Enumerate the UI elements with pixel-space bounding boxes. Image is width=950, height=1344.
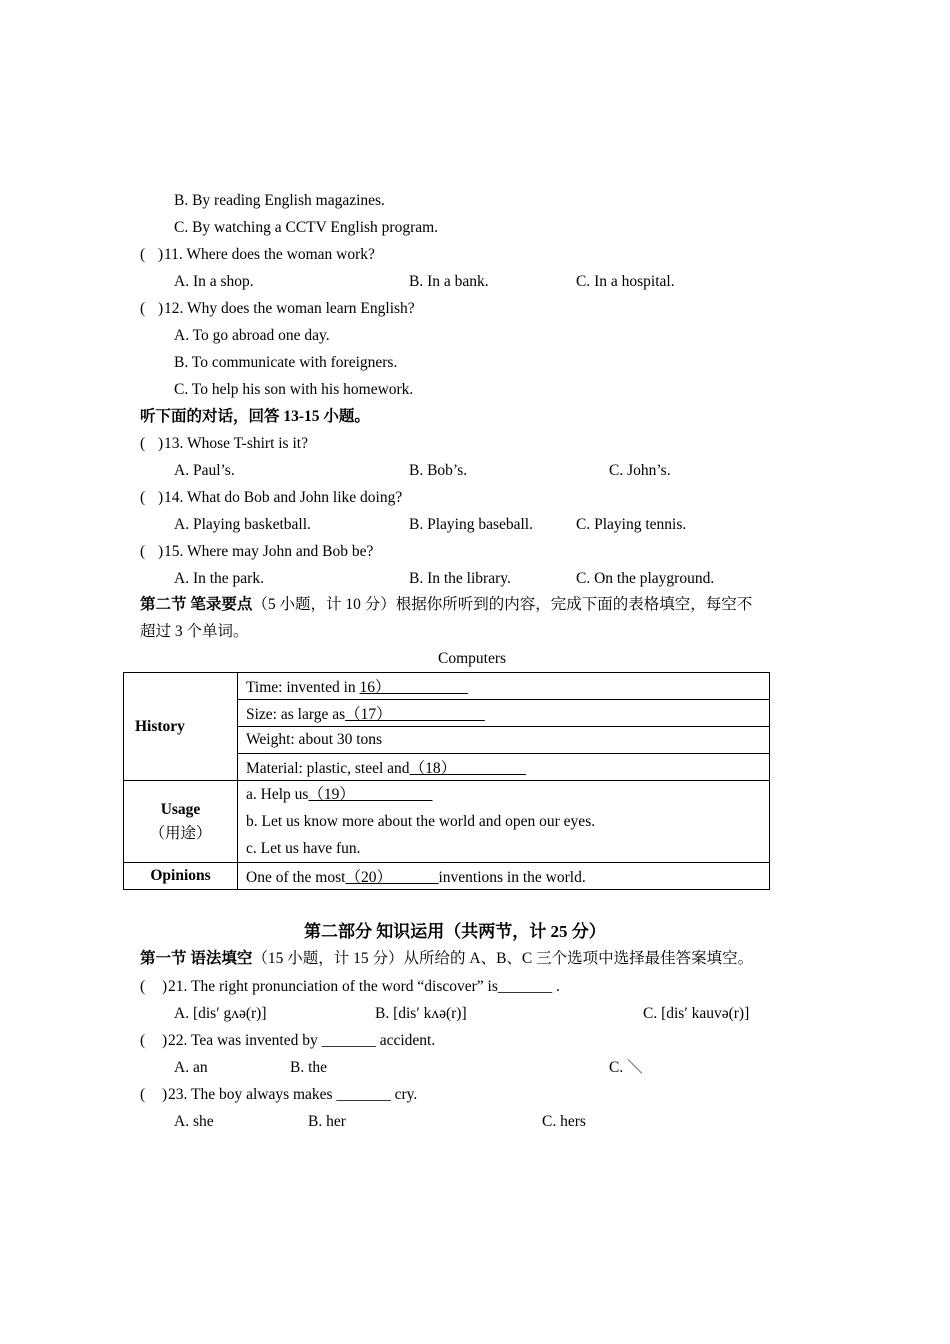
- blank-17[interactable]: （17）____________: [345, 706, 485, 723]
- q15-stem: 15. Where may John and Bob be?: [164, 543, 374, 560]
- opinions-label: Opinions: [124, 863, 238, 890]
- q13-paren-close: ): [158, 435, 164, 452]
- part2-sec1-desc: （15 小题，计 15 分）从所给的 A、B、C 三个选项中选择最佳答案填空。: [252, 950, 754, 967]
- q21-paren-open: (: [140, 978, 146, 995]
- q11-option-c: C. In a hospital.: [576, 273, 675, 290]
- section2-desc: （5 小题，计 10 分）根据你所听到的内容，完成下面的表格填空，每空不: [252, 596, 753, 613]
- q21-paren-close: ): [162, 978, 168, 995]
- usage-row-b: [246, 808, 761, 835]
- usage-row-text: b. Let us know more about the world and open our eyes.: [246, 813, 596, 830]
- history-row-text: Size: as large as: [246, 706, 346, 723]
- q23-option-b: B. her: [308, 1113, 346, 1130]
- q13-option-a: A. Paul’s.: [174, 462, 235, 479]
- history-row-text: Weight: about 30 tons: [246, 731, 383, 748]
- q14-stem: 14. What do Bob and John like doing?: [164, 489, 403, 506]
- blank-19[interactable]: （19）__________: [308, 786, 433, 803]
- usage-label: Usage: [160, 800, 201, 818]
- usage-rows: [238, 781, 770, 863]
- q15-option-b: B. In the library.: [409, 570, 511, 587]
- q23-paren-open: (: [140, 1086, 146, 1103]
- q14-option-a: A. Playing basketball.: [174, 516, 311, 533]
- q13-option-c: C. John’s.: [609, 462, 671, 479]
- history-row-text: Time: invented in: [246, 679, 360, 696]
- blank-20[interactable]: （20）______: [345, 869, 439, 886]
- usage-row-c: [246, 835, 761, 862]
- q12-stem: 12. Why does the woman learn English?: [164, 300, 415, 317]
- opinions-text-before: One of the most: [246, 869, 346, 886]
- q22-option-c: C. ＼: [609, 1059, 643, 1076]
- q10-option-c: C. By watching a CCTV English program.: [174, 219, 439, 236]
- usage-row-a: [246, 781, 761, 808]
- q22-option-b: B. the: [290, 1059, 328, 1076]
- q13-paren-open: (: [140, 435, 146, 452]
- part2-section1-heading: [140, 949, 753, 969]
- q14-paren-close: ): [158, 489, 164, 506]
- q22-stem: 22. Tea was invented by _______ accident.: [168, 1032, 436, 1049]
- q14-option-c: C. Playing tennis.: [576, 516, 687, 533]
- q12-paren-open: (: [140, 300, 146, 317]
- q15-paren-open: (: [140, 543, 146, 560]
- section2-desc-line2: 超过 3 个单词。: [140, 623, 249, 640]
- q22-paren-open: (: [140, 1032, 146, 1049]
- q12-option-b: B. To communicate with foreigners.: [174, 354, 398, 371]
- part2-title: 第二部分 知识运用（共两节，计 25 分）: [304, 922, 606, 941]
- q21-option-b: B. [dis′ kʌə(r)]: [375, 1005, 467, 1022]
- q15-option-a: A. In the park.: [174, 570, 264, 587]
- q13-option-b: B. Bob’s.: [409, 462, 468, 479]
- section2-heading: [140, 595, 752, 615]
- usage-label-cn: （用途）: [149, 824, 212, 842]
- q11-option-a: A. In a shop.: [174, 273, 254, 290]
- q11-stem: 11. Where does the woman work?: [164, 246, 375, 263]
- history-label: History: [124, 673, 238, 781]
- usage-row-text: a. Help us: [246, 786, 309, 803]
- q12-option-a: A. To go abroad one day.: [174, 327, 330, 344]
- history-row-material: [238, 754, 770, 781]
- blank-16[interactable]: 16）__________: [359, 679, 469, 696]
- q14-option-b: B. Playing baseball.: [409, 516, 533, 533]
- history-row-time: [238, 673, 770, 700]
- history-row-size: [238, 700, 770, 727]
- dialogue-instruction: 听下面的对话，回答 13-15 小题。: [140, 408, 370, 425]
- q23-option-a: A. she: [174, 1113, 214, 1130]
- q11-option-b: B. In a bank.: [409, 273, 489, 290]
- section2-title: 第二节 笔录要点: [140, 596, 253, 613]
- history-row-weight: [238, 727, 770, 754]
- q22-option-a: A. an: [174, 1059, 208, 1076]
- q21-option-c: C. [dis′ kauvə(r)]: [643, 1005, 750, 1022]
- q10-option-b: B. By reading English magazines.: [174, 192, 385, 209]
- part2-sec1-title: 第一节 语法填空: [140, 950, 253, 967]
- q14-paren-open: (: [140, 489, 146, 506]
- computers-table: [123, 672, 770, 890]
- q23-option-c: C. hers: [542, 1113, 586, 1130]
- q15-paren-close: ): [158, 543, 164, 560]
- q23-paren-close: ): [162, 1086, 168, 1103]
- opinions-row: [238, 863, 770, 890]
- q15-option-c: C. On the playground.: [576, 570, 715, 587]
- opinions-text-after: inventions in the world.: [438, 869, 586, 886]
- q13-stem: 13. Whose T-shirt is it?: [164, 435, 308, 452]
- q21-option-a: A. [dis′ gʌə(r)]: [174, 1005, 267, 1022]
- q22-paren-close: ): [162, 1032, 168, 1049]
- blank-18[interactable]: （18）_________: [409, 760, 526, 777]
- history-row-text: Material: plastic, steel and: [246, 760, 410, 777]
- usage-row-text: c. Let us have fun.: [246, 840, 361, 857]
- q11-paren-open: (: [140, 246, 146, 263]
- q12-option-c: C. To help his son with his homework.: [174, 381, 414, 398]
- q12-paren-close: ): [158, 300, 164, 317]
- q21-stem: 21. The right pronunciation of the word “discover” is_______ .: [168, 978, 560, 995]
- table-caption: Computers: [438, 650, 507, 667]
- q11-paren-close: ): [158, 246, 164, 263]
- q23-stem: 23. The boy always makes _______ cry.: [168, 1086, 418, 1103]
- usage-label-cell: [124, 781, 238, 863]
